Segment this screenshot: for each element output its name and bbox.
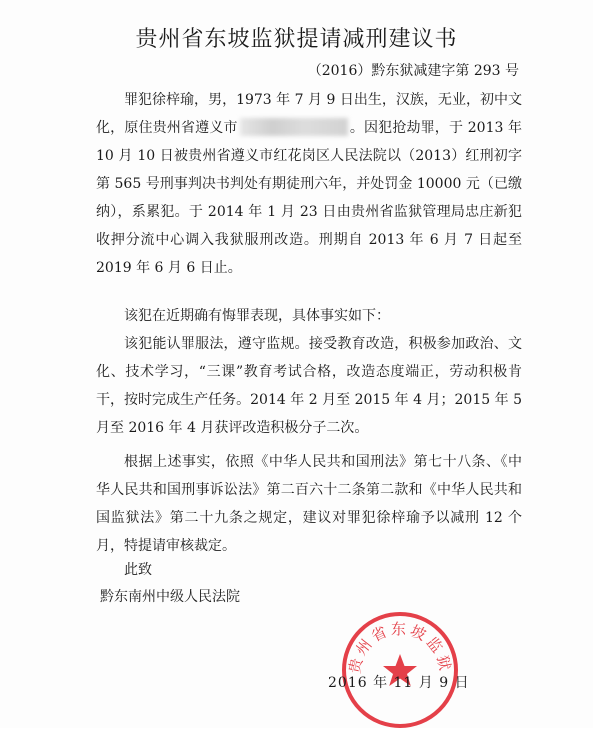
paragraph-intro-facts: 该犯在近期确有悔罪表现，具体事实如下： (124, 308, 390, 324)
paragraph-legal-basis: 根据上述事实，依照《中华人民共和国刑法》第七十八条、《中华人民共和国刑事诉讼法》第二百六十二条第二款和《中华人民共和国监狱法》第二十九条之规定，建议对罪犯徐梓瑜予以减刑 12 个月，特提请审核裁定。 (96, 454, 522, 554)
salutation: 此致 (124, 562, 152, 578)
official-seal-icon (338, 608, 462, 732)
redacted-address (240, 118, 348, 136)
recipient-court: 黔东南州中级人民法院 (100, 589, 240, 605)
document-number: （2016）黔东狱减建字第 293 号 (307, 63, 519, 79)
paragraph-criminal-info (96, 86, 522, 282)
paragraph-facts: 该犯能认罪服法，遵守监规。接受教育改造，积极参加政治、文化、技术学习，“三课”教育考试合格，改造态度端正，劳动积极肯干，按时完成生产任务。2014 年 2 月至 2015 年 4 月；2015 年 5 月至 2016 年 4 月获评改造积极分子二次。 (96, 336, 522, 436)
document-title: 贵州省东坡监狱提请减刑建议书 (135, 27, 458, 52)
paragraph-criminal-info-rest: 。因犯抢劫罪，于 2013 年 10 月 10 日被贵州省遵义市红花岗区人民法院以（2013）红刑初字第 565 号刑事判决书判处有期徒刑六年，并处罚金 10000 元（已缴纳），系累犯。于 2014 年 1 月 23 日由贵州省监狱管理局忠庄新犯收押分流中心调入我狱服刑改造。刑期自 2013 年 6 月 7 日起至 2019 年 6 月 6 日止。 (96, 120, 523, 276)
document-date: 2016 年 11 月 9 日 (328, 675, 470, 691)
svg-text:贵州省东坡监狱: 贵州省东坡监狱 (345, 620, 455, 676)
paragraph-criminal-info-start: 罪犯徐梓瑜，男，1973 年 7 月 9 日出生，汉族，无业，初中文化，原住贵州省遵义市 (96, 92, 522, 136)
